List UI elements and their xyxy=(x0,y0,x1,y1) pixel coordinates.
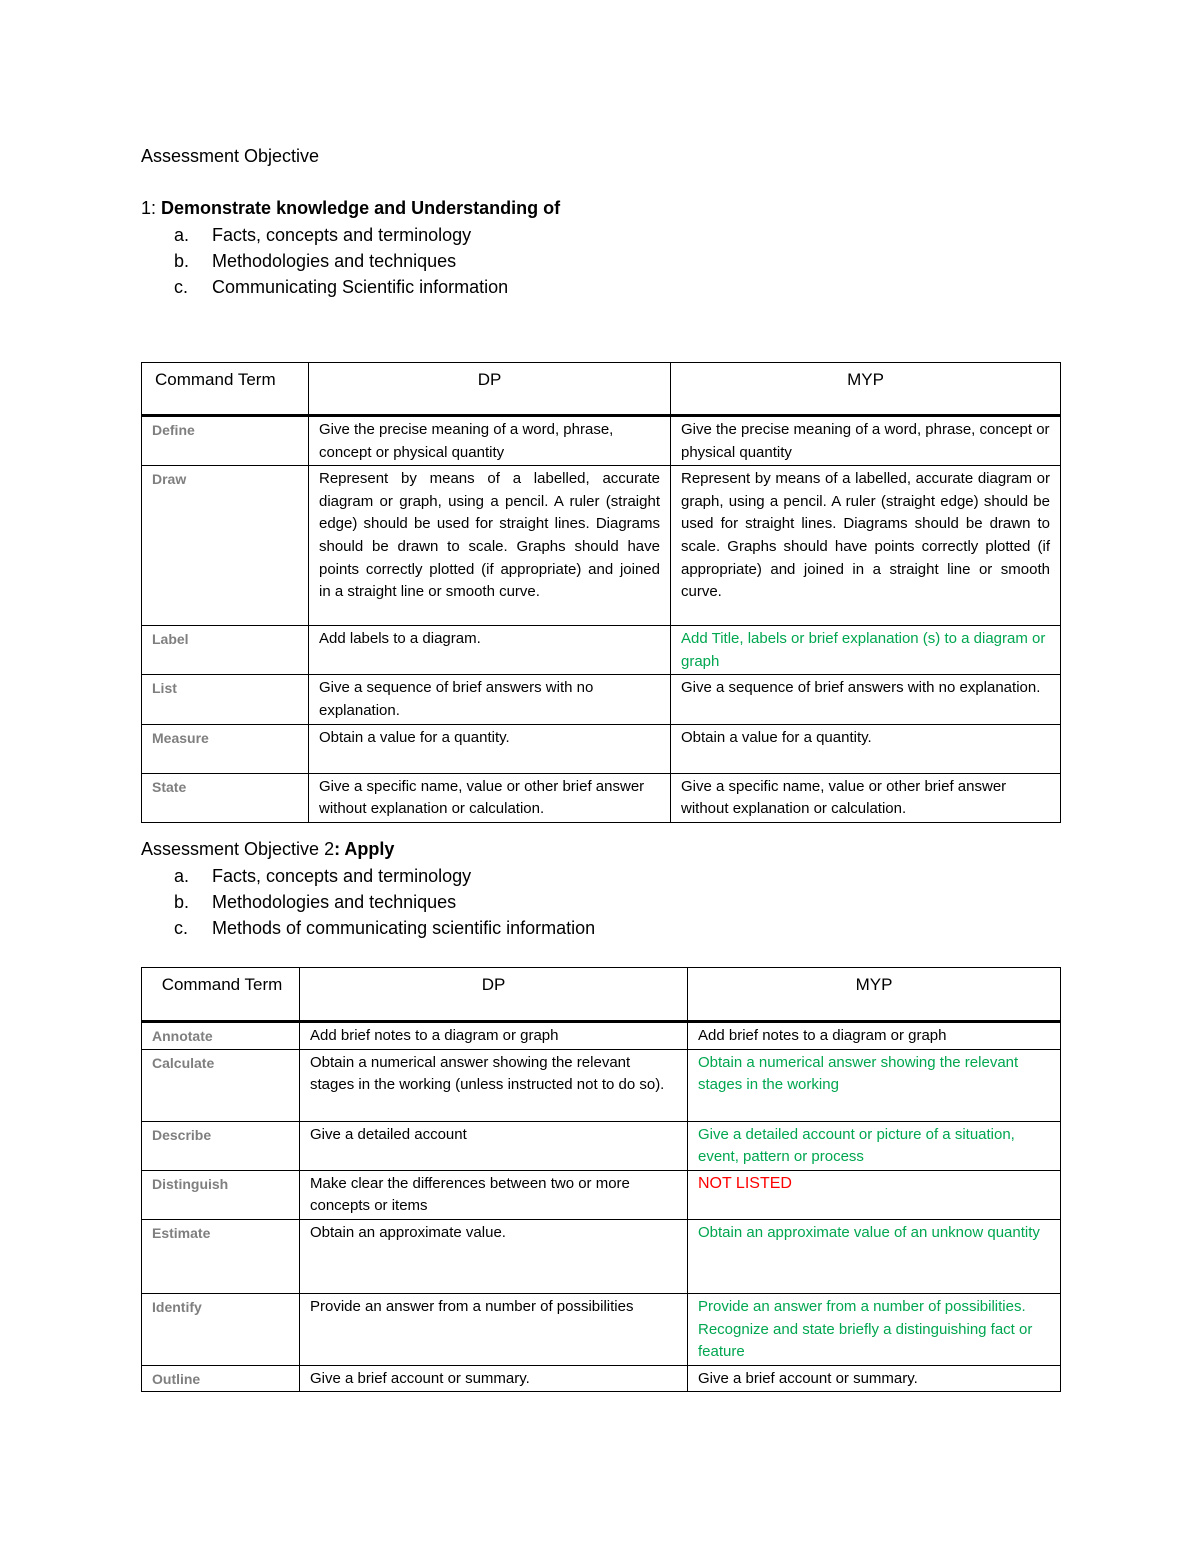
table-row xyxy=(142,416,1061,466)
objective-1-colon: : xyxy=(151,198,162,218)
dp-cell: Represent by means of a labelled, accurate diagram or graph, using a pencil. A ruler (straight edge) should be used for straight lines. Diagrams should be drawn to scale. Graphs should have points correctly plotted (if appropriate) and joined in a straight line or smooth curve. xyxy=(309,466,671,626)
list-item xyxy=(141,889,595,915)
command-term-cell: State xyxy=(142,773,309,822)
myp-cell: Give a detailed account or picture of a situation, event, pattern or process xyxy=(688,1121,1061,1170)
command-term-cell: Measure xyxy=(142,724,309,773)
command-term-cell: Distinguish xyxy=(142,1170,300,1219)
list-marker: c. xyxy=(174,277,189,297)
command-term-cell: Outline xyxy=(142,1365,300,1392)
table-row xyxy=(142,1365,1061,1392)
objective-1-number: 1 xyxy=(141,198,152,218)
dp-cell: Give the precise meaning of a word, phrase, concept or physical quantity xyxy=(309,416,671,466)
table-row xyxy=(142,773,1061,822)
dp-cell: Provide an answer from a number of possibilities xyxy=(300,1293,688,1365)
table-row xyxy=(142,1121,1061,1170)
myp-cell: Give the precise meaning of a word, phrase, concept or physical quantity xyxy=(671,416,1061,466)
command-terms-table-1 xyxy=(141,362,1061,823)
command-term-cell: Define xyxy=(142,416,309,466)
command-term-cell: Draw xyxy=(142,466,309,626)
table-row xyxy=(142,724,1061,773)
dp-cell: Give a sequence of brief answers with no explanation. xyxy=(309,675,671,724)
header-command-term: Command Term xyxy=(142,363,309,416)
myp-cell: Obtain an approximate value of an unknow quantity xyxy=(688,1219,1061,1293)
objective-1-heading xyxy=(141,197,560,219)
command-terms-table-2 xyxy=(141,967,1061,1392)
table-row xyxy=(142,675,1061,724)
command-term-cell: Annotate xyxy=(142,1022,300,1050)
myp-cell: Add Title, labels or brief explanation (s) to a diagram or graph xyxy=(671,626,1061,675)
myp-cell: Give a brief account or summary. xyxy=(688,1365,1061,1392)
table-row xyxy=(142,1293,1061,1365)
header-myp: MYP xyxy=(688,968,1061,1022)
dp-cell: Give a brief account or summary. xyxy=(300,1365,688,1392)
objective-2-heading xyxy=(141,838,394,860)
list-marker: a. xyxy=(174,225,190,245)
header-dp: DP xyxy=(309,363,671,416)
dp-cell: Obtain a numerical answer showing the relevant stages in the working (unless instructed not to do so). xyxy=(300,1049,688,1121)
command-term-cell: Describe xyxy=(142,1121,300,1170)
myp-cell: Give a specific name, value or other brief answer without explanation or calculation. xyxy=(671,773,1061,822)
command-term-cell: Calculate xyxy=(142,1049,300,1121)
command-term-cell: Identify xyxy=(142,1293,300,1365)
list-item-text: Facts, concepts and terminology xyxy=(212,225,472,245)
command-term-cell: Estimate xyxy=(142,1219,300,1293)
dp-cell: Obtain a value for a quantity. xyxy=(309,724,671,773)
objective-1-heading-bold: Demonstrate knowledge and Understanding of xyxy=(161,198,561,218)
list-item-text: Methods of communicating scientific information xyxy=(212,918,596,938)
table-row xyxy=(142,1219,1061,1293)
command-term-cell: Label xyxy=(142,626,309,675)
myp-cell: Obtain a numerical answer showing the relevant stages in the working xyxy=(688,1049,1061,1121)
myp-cell: Represent by means of a labelled, accurate diagram or graph, using a pencil. A ruler (straight edge) should be used for straight lines. Diagrams should be drawn to scale. Graphs should have points correctly plotted (if appropriate) and joined in a straight line or smooth curve. xyxy=(671,466,1061,626)
objective-1-list xyxy=(141,222,508,300)
list-item-text: Methodologies and techniques xyxy=(212,892,457,912)
header-command-term: Command Term xyxy=(142,968,300,1022)
dp-cell: Add brief notes to a diagram or graph xyxy=(300,1022,688,1050)
table-row xyxy=(142,466,1061,626)
list-item xyxy=(141,863,595,889)
table-header-row xyxy=(142,968,1061,1022)
table-row xyxy=(142,1170,1061,1219)
dp-cell: Make clear the differences between two or more concepts or items xyxy=(300,1170,688,1219)
table-header-row xyxy=(142,363,1061,416)
list-item xyxy=(141,274,508,300)
list-item-text: Communicating Scientific information xyxy=(212,277,509,297)
myp-cell: Add brief notes to a diagram or graph xyxy=(688,1022,1061,1050)
list-item xyxy=(141,915,595,941)
objective-2-heading-bold: Apply xyxy=(344,839,395,859)
objective-2-title: Assessment Objective 2 xyxy=(141,839,335,859)
myp-cell: Give a sequence of brief answers with no explanation. xyxy=(671,675,1061,724)
header-myp: MYP xyxy=(671,363,1061,416)
list-item xyxy=(141,222,508,248)
list-marker: b. xyxy=(174,251,190,271)
table-row xyxy=(142,1049,1061,1121)
list-marker: a. xyxy=(174,866,190,886)
command-term-cell: List xyxy=(142,675,309,724)
table-row xyxy=(142,1022,1061,1050)
list-item xyxy=(141,248,508,274)
myp-cell: Obtain a value for a quantity. xyxy=(671,724,1061,773)
dp-cell: Add labels to a diagram. xyxy=(309,626,671,675)
list-marker: c. xyxy=(174,918,189,938)
dp-cell: Give a detailed account xyxy=(300,1121,688,1170)
objective-title xyxy=(141,145,319,167)
objective-title-text: Assessment Objective xyxy=(141,146,320,166)
objective-2-colon: : xyxy=(334,839,345,859)
dp-cell: Obtain an approximate value. xyxy=(300,1219,688,1293)
table-row xyxy=(142,626,1061,675)
not-listed-label: NOT LISTED xyxy=(688,1170,1061,1219)
header-dp: DP xyxy=(300,968,688,1022)
list-item-text: Methodologies and techniques xyxy=(212,251,457,271)
objective-2-list xyxy=(141,863,595,941)
myp-cell: Provide an answer from a number of possibilities. Recognize and state briefly a distinguishing fact or feature xyxy=(688,1293,1061,1365)
list-item-text: Facts, concepts and terminology xyxy=(212,866,472,886)
dp-cell: Give a specific name, value or other brief answer without explanation or calculation. xyxy=(309,773,671,822)
list-marker: b. xyxy=(174,892,190,912)
